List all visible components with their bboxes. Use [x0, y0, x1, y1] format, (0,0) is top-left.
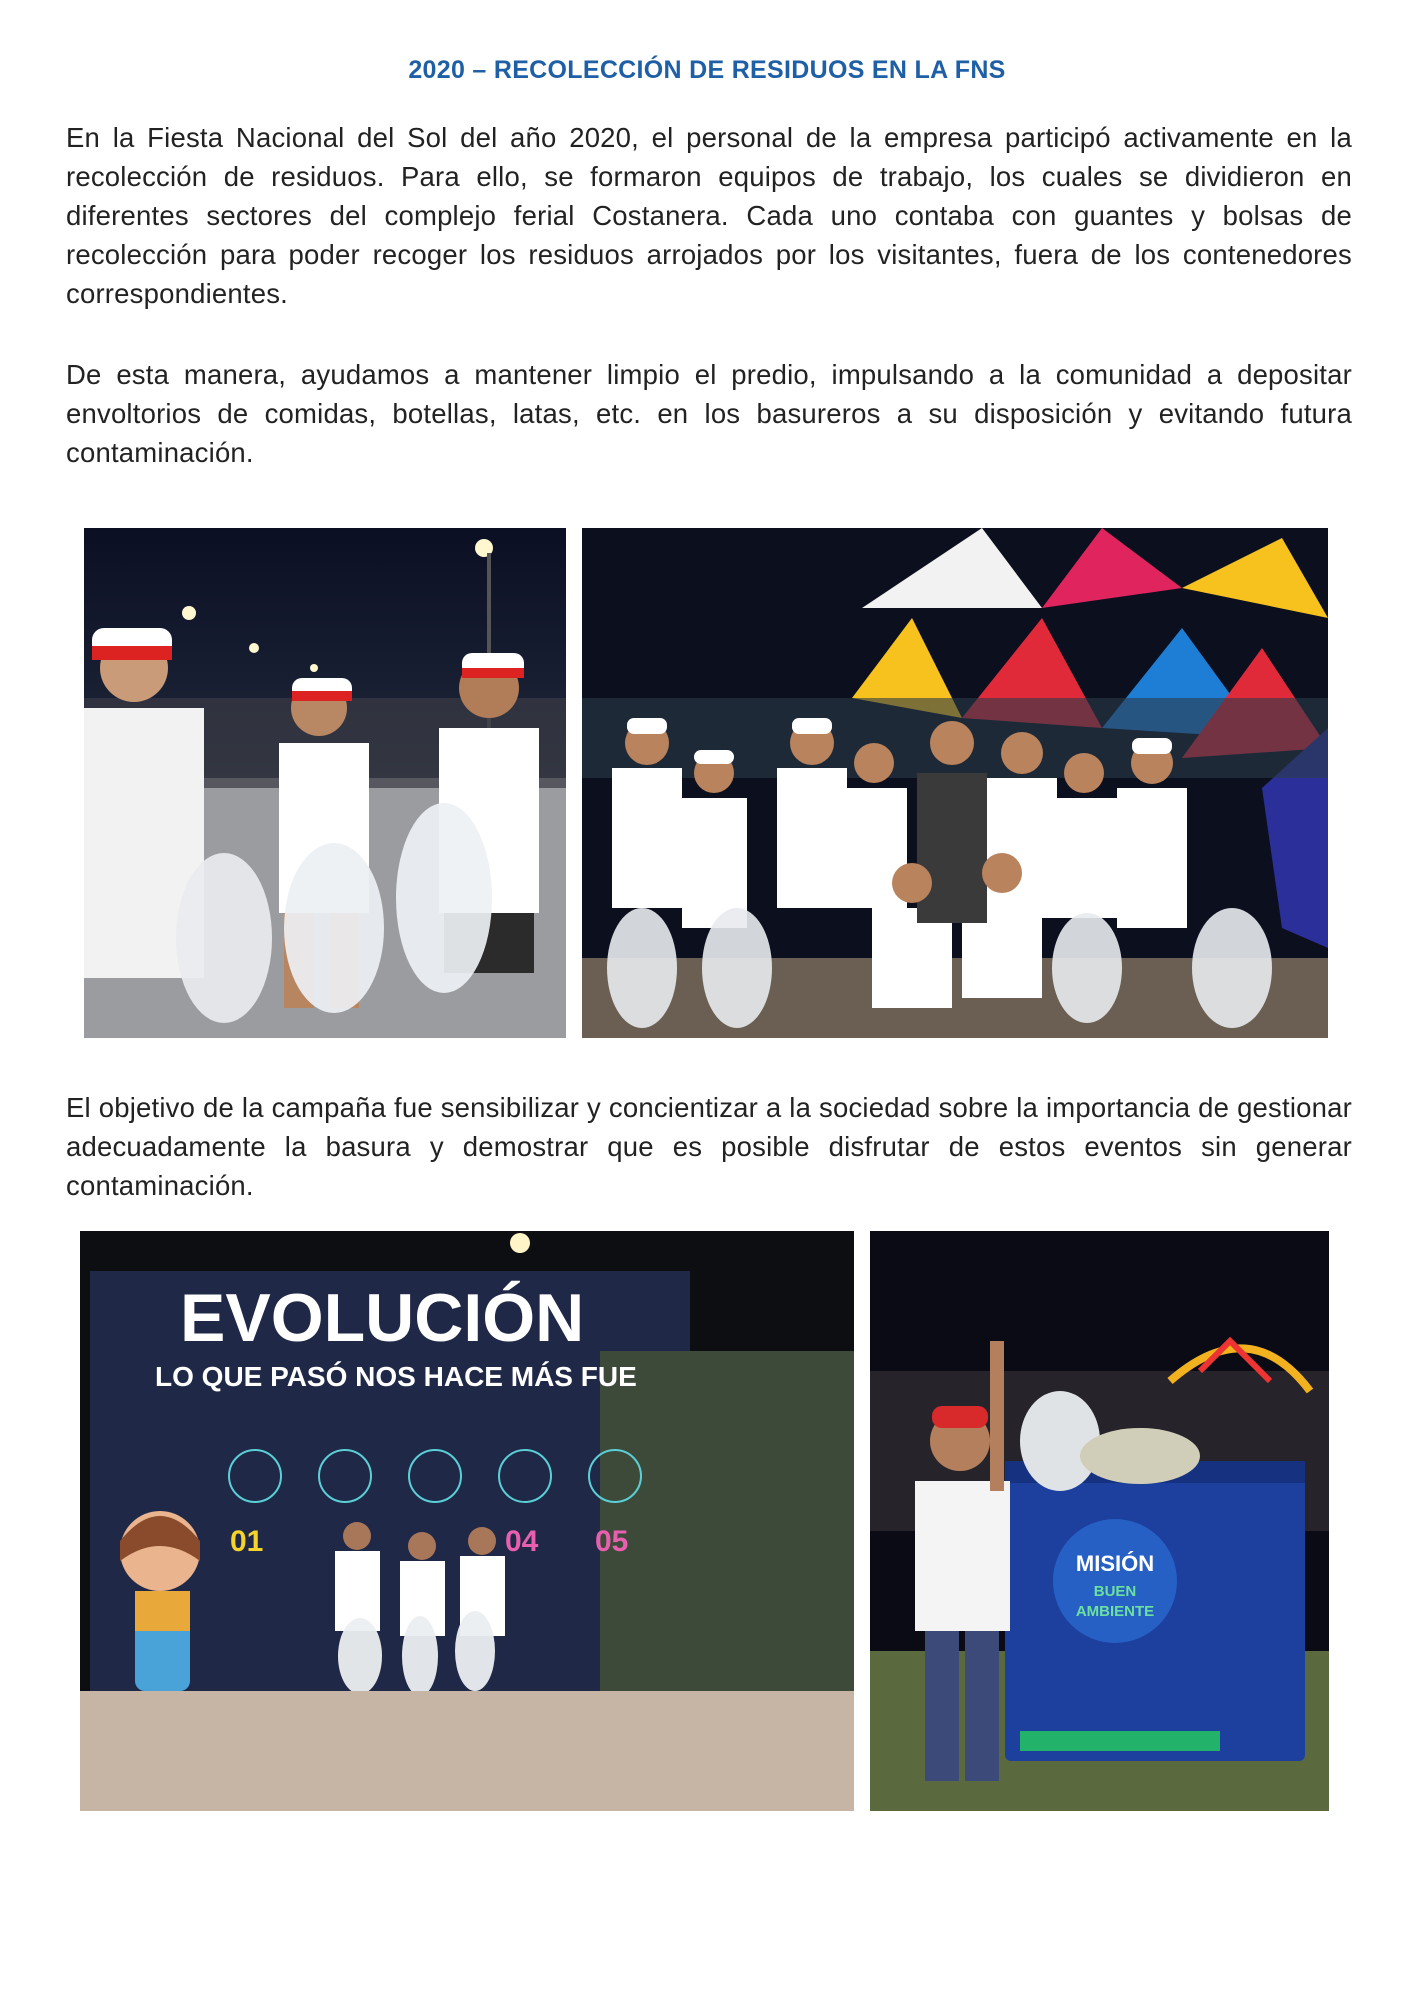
page-title: 2020 – RECOLECCIÓN DE RESIDUOS EN LA FNS — [408, 56, 1006, 84]
photo-evolucion-banner — [80, 1231, 854, 1811]
banner-number-04: 04 — [505, 1525, 539, 1558]
paragraph-cleanup: De esta manera, ayudamos a mantener limpio el predio, impulsando a la comunidad a depositar envoltorios de comidas, botellas, latas, etc. en los basureros a su disposición y evitando futura contaminación. — [66, 359, 1352, 468]
bin-label-line2: BUEN — [1093, 1583, 1137, 1600]
bin-label-line3: AMBIENTE — [1075, 1603, 1155, 1620]
banner-number-01: 01 — [230, 1525, 264, 1558]
paragraph-objective: El objetivo de la campaña fue sensibilizar y concientizar a la sociedad sobre la importancia de gestionar adecuadamente la basura y demostrar que es posible disfrutar de estos eventos sin generar contaminación. — [66, 1092, 1352, 1201]
banner-title-text: EVOLUCIÓN — [180, 1280, 585, 1356]
bin-label-line1: MISIÓN — [1075, 1551, 1155, 1576]
paragraph-intro: En la Fiesta Nacional del Sol del año 2020, el personal de la empresa participó activamente en la recolección de residuos. Para ello, se formaron equipos de trabajo, los cuales se dividieron en diferentes sectores del complejo ferial Costanera. Cada uno contaba con guantes y bolsas de recolección para poder recoger los residuos arrojados por los visitantes, fuera de los contenedores correspondientes. — [66, 122, 1352, 309]
banner-number-05: 05 — [595, 1525, 629, 1558]
photo-volunteers-promenade — [84, 528, 566, 1038]
photo-volunteer-bin — [870, 1231, 1329, 1811]
banner-subtitle-text: LO QUE PASÓ NOS HACE MÁS FUE — [155, 1361, 637, 1392]
photo-group-tents — [582, 528, 1328, 1038]
